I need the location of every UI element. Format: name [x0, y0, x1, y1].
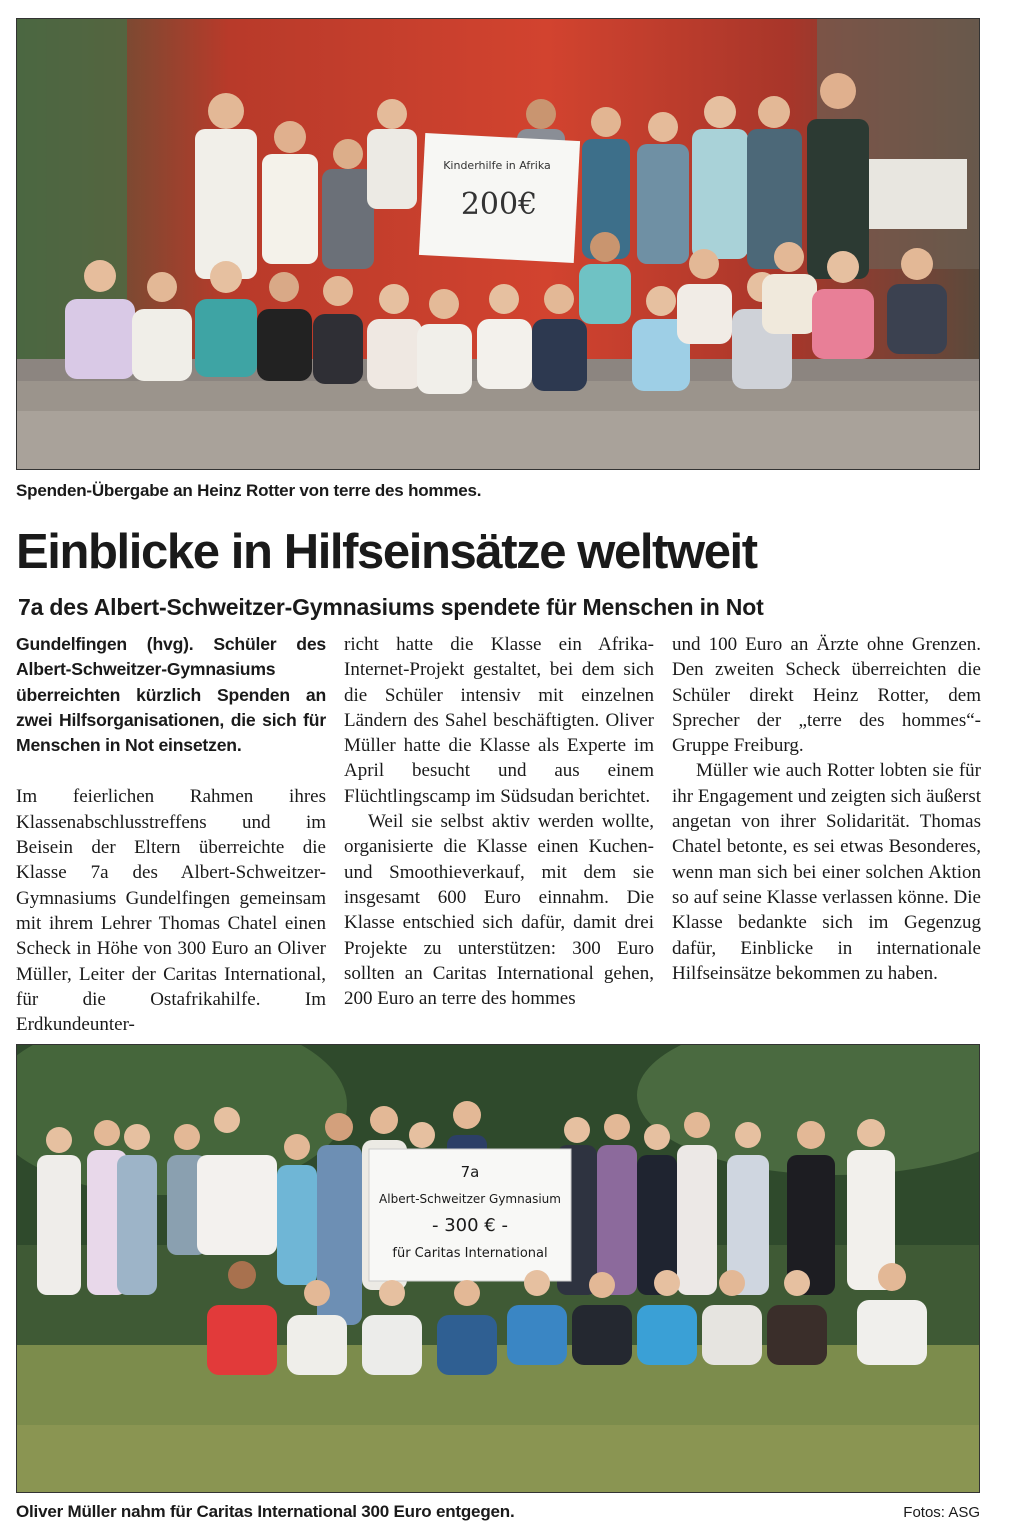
article-paragraph: richt hatte die Klasse ein Afrika-Internet-Projekt gestaltet, bei dem sich die Schüler intensiv mit einzelnen Ländern des Sahel beschäftigten. Oliver Müller hatte die Klasse als Experte im April besucht und aus einem Flüchtlingscamp im Südsudan berichtet. [344, 634, 654, 807]
donation-sign-200 [419, 133, 580, 263]
article-column-2 [344, 632, 654, 1011]
group-photo-donation-handover [16, 18, 980, 470]
photo-illustration [17, 1045, 980, 1493]
photo-caption: Oliver Müller nahm für Caritas International 300 Euro entgegen. [16, 1502, 515, 1521]
svg-text:Albert-Schweitzer Gymnasium: Albert-Schweitzer Gymnasium [379, 1192, 561, 1206]
group-photo-caritas [16, 1044, 980, 1493]
photo-caption: Spenden-Übergabe an Heinz Rotter von terre des hommes. [16, 481, 482, 500]
article-paragraph: Im feierlichen Rahmen ihres Klassenabschlusstreffens und im Beisein der Eltern überreichte die Klasse 7a des Albert-Schweitzer-Gymnasiums Gundelfingen gemeinsam mit ihrem Lehrer Thomas Chatel einen Scheck in Höhe von 300 Euro an Oliver Müller, Leiter der Caritas International, für die Ostafrikahilfe. Im Erdkundeunter- [16, 786, 326, 1036]
donation-sign-300 [369, 1149, 571, 1281]
svg-text:- 300 € -: - 300 € - [432, 1215, 508, 1236]
article-paragraph: Weil sie selbst aktiv werden wollte, organisierte die Klasse einen Kuchen- und Smoothieverkauf, mit dem sie insgesamt 600 Euro einnahm. Die Klasse entschied sich dafür, damit drei Projekte zu unterstützen: 300 Euro sollten an Caritas International gehen, 200 Euro an terre des hommes [344, 811, 654, 1010]
article-lead: Gundelfingen (hvg). Schüler des Albert-Schweitzer-Gymnasiums überreichten kürzlich Spenden an zwei Hilfsorganisationen, die sich für Menschen in Not einsetzen. [16, 634, 326, 756]
svg-text:7a: 7a [460, 1163, 480, 1181]
svg-text:200€: 200€ [460, 187, 538, 222]
svg-text:Kinderhilfe in Afrika: Kinderhilfe in Afrika [443, 159, 551, 172]
article-column-3 [672, 632, 981, 986]
article-headline: Einblicke in Hilfseinsätze weltweit [16, 525, 757, 579]
photo-illustration [17, 19, 980, 470]
article-column-1 [16, 632, 326, 1037]
article-subheadline: 7a des Albert-Schweitzer-Gymnasiums spendete für Menschen in Not [18, 594, 764, 620]
article-paragraph: und 100 Euro an Ärzte ohne Grenzen. Den zweiten Scheck überreichten die Schüler direkt Heinz Rotter, dem Sprecher der „terre des hommes“-Gruppe Freiburg. [672, 634, 981, 757]
svg-text:für Caritas International: für Caritas International [392, 1246, 548, 1261]
photo-credit: Fotos: ASG [903, 1504, 980, 1521]
article-paragraph: Müller wie auch Rotter lobten sie für ihr Engagement und zeigten sich äußerst angetan von ihrer Solidarität. Thomas Chatel betonte, es sei etwas Besonderes, wenn man sich bei einer solchen Aktion so auf seine Klasse verlassen könne. Die Klasse bedankte sich im Gegenzug dafür, Einblicke in internationale Hilfseinsätze bekommen zu haben. [672, 760, 981, 984]
